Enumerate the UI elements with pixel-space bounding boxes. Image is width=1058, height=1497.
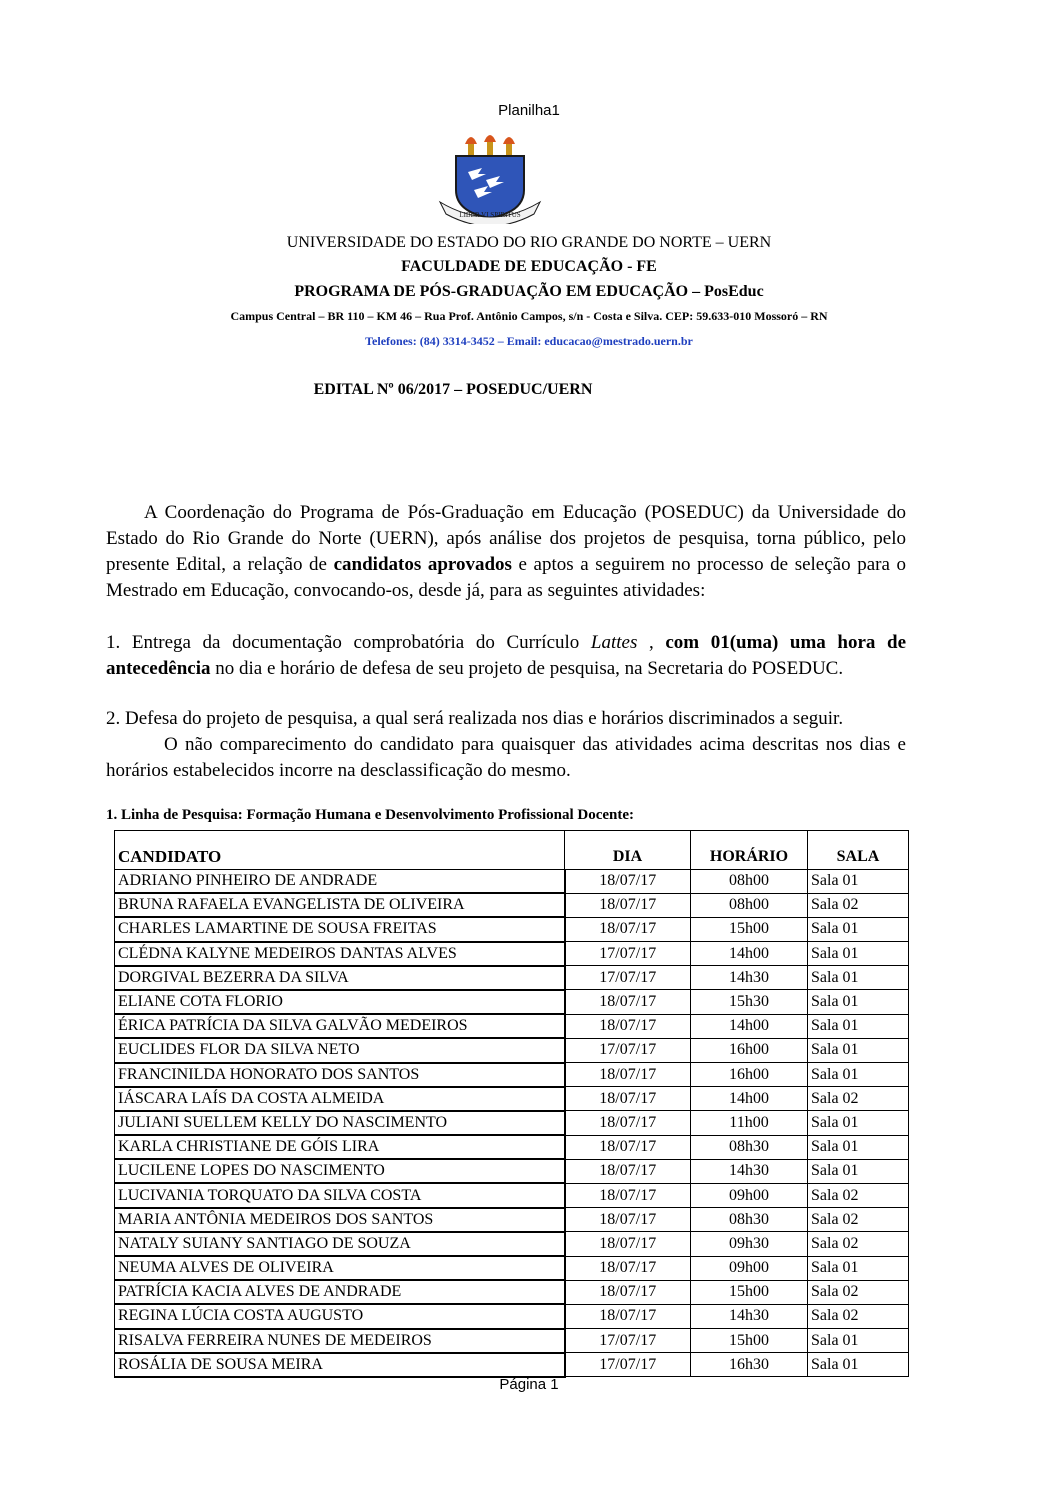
table-body — [115, 870, 909, 1377]
exam-date: 18/07/17 — [565, 870, 691, 894]
edital-title: EDITAL Nº 06/2017 – POSEDUC/UERN — [313, 381, 593, 398]
candidate-name: ÉRICA PATRÍCIA DA SILVA GALVÃO MEDEIROS — [115, 1014, 565, 1038]
program-name: PROGRAMA DE PÓS-GRADUAÇÃO EM EDUCAÇÃO – PosEduc — [294, 283, 764, 300]
room: Sala 01 — [808, 1063, 909, 1087]
candidate-name: DORGIVAL BEZERRA DA SILVA — [115, 966, 565, 990]
candidate-name: NEUMA ALVES DE OLIVEIRA — [115, 1256, 565, 1280]
header-candidato: CANDIDATO — [115, 831, 565, 870]
exam-date: 17/07/17 — [565, 1353, 691, 1377]
exam-date: 18/07/17 — [565, 1087, 691, 1111]
exam-time: 15h00 — [691, 917, 808, 941]
campus-address: Campus Central – BR 110 – KM 46 – Rua Prof. Antônio Campos, s/n - Costa e Silva. CEP: 59.633-010 Mossoró – RN — [230, 309, 828, 323]
exam-date: 17/07/17 — [565, 942, 691, 966]
table-row — [115, 1183, 909, 1207]
page-number: Página 1 — [499, 1376, 559, 1393]
room: Sala 01 — [808, 1353, 909, 1377]
item-2-paragraph: 2. Defesa do projeto de pesquisa, a qual será realizada nos dias e horários discriminados a seguir. — [106, 708, 844, 729]
room: Sala 01 — [808, 1111, 909, 1135]
candidate-name: EUCLIDES FLOR DA SILVA NETO — [115, 1038, 565, 1062]
exam-date: 17/07/17 — [565, 1329, 691, 1353]
faculty-name: FACULDADE DE EDUCAÇÃO - FE — [401, 258, 657, 275]
room: Sala 01 — [808, 1038, 909, 1062]
exam-time: 08h00 — [691, 893, 808, 917]
candidate-name: ADRIANO PINHEIRO DE ANDRADE — [115, 870, 565, 894]
exam-date: 18/07/17 — [565, 1014, 691, 1038]
room: Sala 02 — [808, 893, 909, 917]
exam-time: 15h30 — [691, 990, 808, 1014]
candidate-name: JULIANI SUELLEM KELLY DO NASCIMENTO — [115, 1111, 565, 1135]
table-row — [115, 1208, 909, 1232]
candidate-name: KARLA CHRISTIANE DE GÓIS LIRA — [115, 1135, 565, 1159]
exam-time: 08h30 — [691, 1135, 808, 1159]
exam-date: 18/07/17 — [565, 1280, 691, 1304]
room: Sala 02 — [808, 1304, 909, 1328]
exam-time: 14h30 — [691, 966, 808, 990]
room: Sala 01 — [808, 990, 909, 1014]
table-row — [115, 966, 909, 990]
room: Sala 02 — [808, 1232, 909, 1256]
exam-date: 18/07/17 — [565, 1159, 691, 1183]
room: Sala 01 — [808, 1256, 909, 1280]
table-row — [115, 1256, 909, 1280]
exam-date: 18/07/17 — [565, 1135, 691, 1159]
exam-date: 18/07/17 — [565, 917, 691, 941]
room: Sala 01 — [808, 1159, 909, 1183]
torch-icon — [465, 135, 515, 156]
room: Sala 01 — [808, 1135, 909, 1159]
intro-paragraph: A Coordenação do Programa de Pós-Graduação em Educação (POSEDUC) da Universidade do Estado do Rio Grande do Norte (UERN), após análise dos projetos de pesquisa, torna público, pelo presente Edital, a relação de candidatos aprovados e aptos a seguirem no processo de seleção para o Mestrado em Educação, convocando-os, desde já, para as seguintes atividades: — [106, 502, 906, 601]
exam-time: 16h00 — [691, 1063, 808, 1087]
exam-time: 16h00 — [691, 1038, 808, 1062]
exam-date: 18/07/17 — [565, 1208, 691, 1232]
exam-date: 18/07/17 — [565, 1183, 691, 1207]
exam-time: 14h30 — [691, 1304, 808, 1328]
table-header-row — [115, 831, 909, 870]
exam-date: 18/07/17 — [565, 1111, 691, 1135]
candidate-name: MARIA ANTÔNIA MEDEIROS DOS SANTOS — [115, 1208, 565, 1232]
room: Sala 01 — [808, 942, 909, 966]
candidates-table — [114, 830, 909, 1378]
table-row — [115, 1038, 909, 1062]
exam-time: 09h30 — [691, 1232, 808, 1256]
table-row — [115, 990, 909, 1014]
table-row — [115, 1135, 909, 1159]
exam-time: 15h00 — [691, 1280, 808, 1304]
exam-time: 14h30 — [691, 1159, 808, 1183]
candidate-name: PATRÍCIA KACIA ALVES DE ANDRADE — [115, 1280, 565, 1304]
room: Sala 01 — [808, 966, 909, 990]
header-sala: SALA — [808, 831, 909, 870]
item-1-paragraph: 1. Entrega da documentação comprobatória do Currículo Lattes , com 01(uma) uma hora de antecedência no dia e horário de defesa de seu projeto de pesquisa, na Secretaria do POSEDUC. — [106, 632, 907, 679]
candidate-name: CLÉDNA KALYNE MEDEIROS DANTAS ALVES — [115, 942, 565, 966]
exam-date: 18/07/17 — [565, 1304, 691, 1328]
exam-date: 17/07/17 — [565, 966, 691, 990]
seal-motto: LIBER VI SPIRITUS — [459, 211, 521, 219]
table-row — [115, 917, 909, 941]
room: Sala 01 — [808, 870, 909, 894]
candidate-name: LUCILENE LOPES DO NASCIMENTO — [115, 1159, 565, 1183]
table-row — [115, 1159, 909, 1183]
university-seal-logo — [434, 132, 546, 224]
header-dia: DIA — [565, 831, 691, 870]
room: Sala 02 — [808, 1087, 909, 1111]
candidate-name: IÁSCARA LAÍS DA COSTA ALMEIDA — [115, 1087, 565, 1111]
candidate-name: FRANCINILDA HONORATO DOS SANTOS — [115, 1063, 565, 1087]
exam-time: 16h30 — [691, 1353, 808, 1377]
table-row — [115, 1014, 909, 1038]
exam-date: 17/07/17 — [565, 1038, 691, 1062]
exam-time: 09h00 — [691, 1256, 808, 1280]
candidate-name: RISALVA FERREIRA NUNES DE MEDEIROS — [115, 1329, 565, 1353]
table-row — [115, 870, 909, 894]
exam-time: 14h00 — [691, 1087, 808, 1111]
candidate-name: REGINA LÚCIA COSTA AUGUSTO — [115, 1304, 565, 1328]
exam-date: 18/07/17 — [565, 1063, 691, 1087]
candidate-name: BRUNA RAFAELA EVANGELISTA DE OLIVEIRA — [115, 893, 565, 917]
exam-time: 15h00 — [691, 1329, 808, 1353]
exam-date: 18/07/17 — [565, 893, 691, 917]
table-row — [115, 1280, 909, 1304]
table-row — [115, 1232, 909, 1256]
table-row — [115, 1087, 909, 1111]
exam-time: 11h00 — [691, 1111, 808, 1135]
exam-time: 14h00 — [691, 942, 808, 966]
table-row — [115, 1304, 909, 1328]
exam-date: 18/07/17 — [565, 1256, 691, 1280]
table-row — [115, 893, 909, 917]
research-line-title: 1. Linha de Pesquisa: Formação Humana e Desenvolvimento Profissional Docente: — [106, 807, 635, 823]
candidate-name: NATALY SUIANY SANTIAGO DE SOUZA — [115, 1232, 565, 1256]
exam-time: 08h30 — [691, 1208, 808, 1232]
table-row — [115, 1329, 909, 1353]
room: Sala 01 — [808, 1014, 909, 1038]
exam-time: 14h00 — [691, 1014, 808, 1038]
room: Sala 02 — [808, 1183, 909, 1207]
room: Sala 02 — [808, 1208, 909, 1232]
sheet-label: Planilha1 — [498, 102, 560, 119]
room: Sala 01 — [808, 917, 909, 941]
exam-time: 09h00 — [691, 1183, 808, 1207]
exam-date: 18/07/17 — [565, 1232, 691, 1256]
header-horario: HORÁRIO — [691, 831, 808, 870]
table-row — [115, 1111, 909, 1135]
candidate-name: CHARLES LAMARTINE DE SOUSA FREITAS — [115, 917, 565, 941]
table-row — [115, 1063, 909, 1087]
room: Sala 01 — [808, 1329, 909, 1353]
room: Sala 02 — [808, 1280, 909, 1304]
table-row — [115, 942, 909, 966]
exam-time: 08h00 — [691, 870, 808, 894]
table-row — [115, 1353, 909, 1377]
warning-paragraph: O não comparecimento do candidato para quaisquer das atividades acima descritas nos dias e horários estabelecidos incorre na desclassificação do mesmo. — [106, 734, 906, 781]
exam-date: 18/07/17 — [565, 990, 691, 1014]
candidate-name: LUCIVANIA TORQUATO DA SILVA COSTA — [115, 1183, 565, 1207]
candidate-name: ELIANE COTA FLORIO — [115, 990, 565, 1014]
university-name: UNIVERSIDADE DO ESTADO DO RIO GRANDE DO NORTE – UERN — [286, 234, 772, 251]
contact-line: Telefones: (84) 3314-3452 – Email: educacao@mestrado.uern.br — [365, 334, 693, 348]
candidate-name: ROSÁLIA DE SOUSA MEIRA — [115, 1353, 565, 1377]
